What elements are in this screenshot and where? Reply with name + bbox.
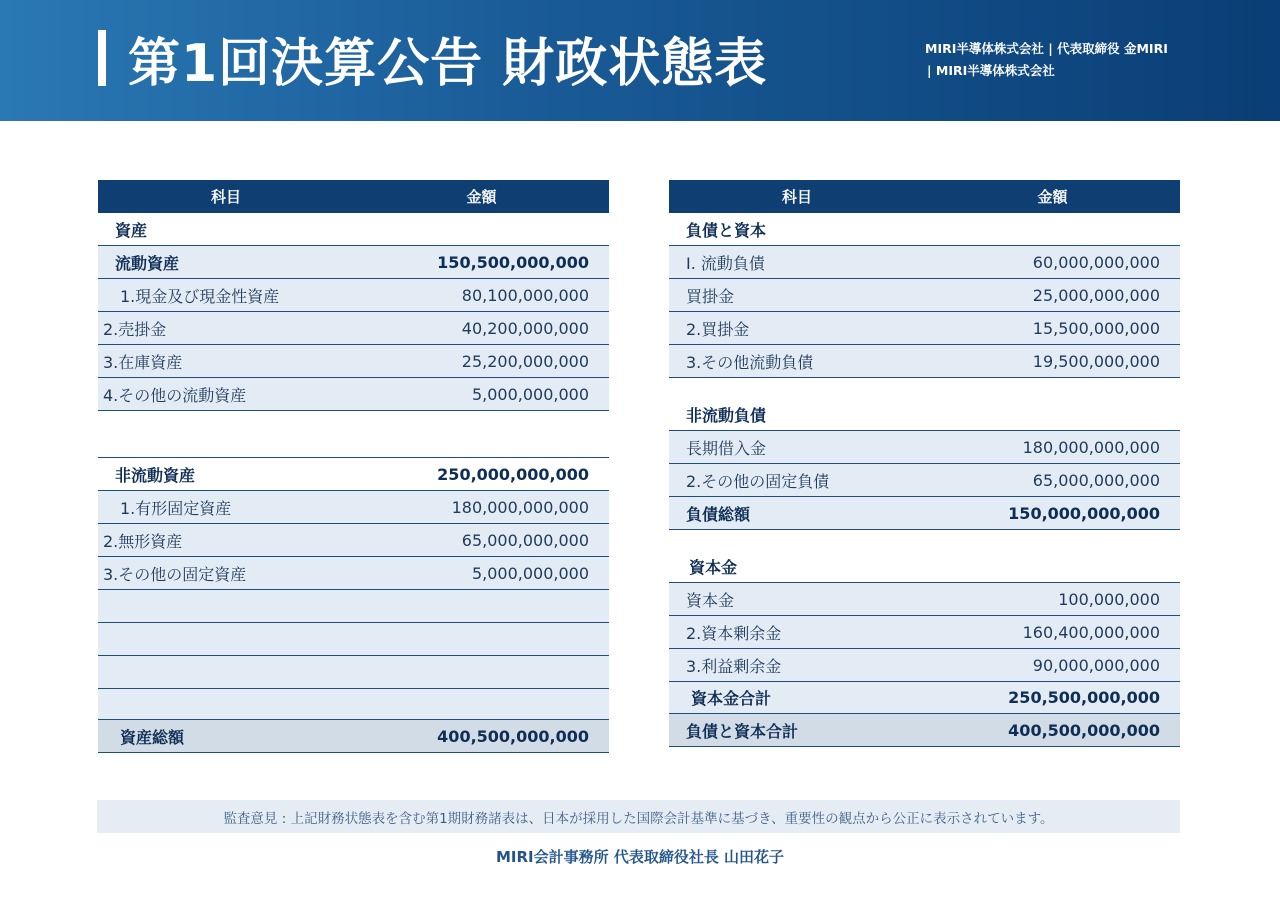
table-row bbox=[98, 312, 609, 345]
row-amount: 400,500,000,000 bbox=[1008, 720, 1160, 740]
row-label: 2.無形資産 bbox=[103, 531, 183, 551]
row-amount: 150,500,000,000 bbox=[437, 252, 589, 272]
row-label: 負債と資本合計 bbox=[686, 721, 799, 741]
row-label: 3.その他の固定資産 bbox=[103, 564, 247, 584]
audit-opinion: 監査意見 : 上記財務状態表を含む第1期財務諸表は、日本が採用した国際会計基準に基づき、重要性の観点から公正に表示されています。 bbox=[97, 800, 1180, 833]
assets-table bbox=[98, 180, 609, 753]
table-row bbox=[98, 457, 609, 491]
row-amount: 160,400,000,000 bbox=[1022, 622, 1160, 642]
row-amount: 19,500,000,000 bbox=[1032, 351, 1160, 371]
section-label: 資本金 bbox=[689, 557, 738, 577]
table-header bbox=[669, 180, 1180, 213]
company-info bbox=[925, 38, 1168, 82]
row-amount: 60,000,000,000 bbox=[1032, 252, 1160, 272]
row-amount: 250,000,000,000 bbox=[437, 464, 589, 484]
table-row bbox=[98, 345, 609, 378]
row-label: 1.現金及び現金性資産 bbox=[120, 286, 280, 306]
row-amount: 180,000,000,000 bbox=[1022, 437, 1160, 457]
header-item: 科目 bbox=[781, 188, 812, 206]
table-row bbox=[669, 345, 1180, 378]
section-row bbox=[669, 213, 1180, 246]
header-banner bbox=[0, 0, 1280, 121]
row-label: 4.その他の流動資産 bbox=[103, 385, 247, 405]
row-amount: 100,000,000 bbox=[1058, 589, 1160, 609]
spacer bbox=[669, 378, 1180, 398]
empty-row bbox=[98, 590, 609, 623]
table-row bbox=[669, 616, 1180, 649]
row-amount: 5,000,000,000 bbox=[471, 384, 589, 404]
row-label: 2.資本剰余金 bbox=[686, 623, 782, 643]
section-label: 負債と資本 bbox=[686, 220, 767, 240]
row-amount: 65,000,000,000 bbox=[1032, 470, 1160, 490]
row-amount: 40,200,000,000 bbox=[461, 318, 589, 338]
row-amount: 25,000,000,000 bbox=[1032, 285, 1160, 305]
total-row bbox=[669, 714, 1180, 747]
row-label: 負債総額 bbox=[686, 504, 751, 524]
row-label: 2.買掛金 bbox=[686, 319, 750, 339]
section-row bbox=[98, 213, 609, 245]
table-row bbox=[669, 649, 1180, 682]
header-amount: 金額 bbox=[466, 188, 497, 206]
row-amount: 25,200,000,000 bbox=[461, 351, 589, 371]
row-label: 資産総額 bbox=[120, 727, 185, 747]
table-row bbox=[669, 583, 1180, 616]
row-amount: 180,000,000,000 bbox=[451, 497, 589, 517]
row-amount: 5,000,000,000 bbox=[471, 563, 589, 583]
row-label: 非流動資産 bbox=[115, 465, 196, 485]
subtotal-row bbox=[669, 497, 1180, 530]
header-item: 科目 bbox=[210, 188, 241, 206]
table-row bbox=[98, 378, 609, 411]
row-label: 流動資産 bbox=[115, 253, 180, 273]
row-amount: 400,500,000,000 bbox=[437, 726, 589, 746]
table-row bbox=[98, 557, 609, 590]
table-row bbox=[98, 524, 609, 557]
section-label: 非流動負債 bbox=[686, 405, 767, 425]
row-label: 資本金合計 bbox=[691, 689, 772, 708]
table-row bbox=[98, 491, 609, 524]
row-amount: 90,000,000,000 bbox=[1032, 655, 1160, 675]
row-amount: 250,500,000,000 bbox=[1008, 688, 1160, 707]
auditor-signature: MIRI会計事務所 代表取締役社長 山田花子 bbox=[495, 848, 785, 866]
company-line-1: MIRI半導体株式会社 | 代表取締役 金MIRI bbox=[925, 41, 1168, 56]
row-amount: 65,000,000,000 bbox=[461, 530, 589, 550]
row-label: 長期借入金 bbox=[686, 438, 767, 458]
title-bar-decoration bbox=[98, 30, 106, 86]
table-row bbox=[669, 246, 1180, 279]
section-row bbox=[669, 398, 1180, 431]
section-label: 資産 bbox=[115, 220, 148, 240]
header-amount: 金額 bbox=[1037, 188, 1068, 206]
page-title bbox=[98, 22, 767, 94]
row-label: 2.売掛金 bbox=[103, 319, 167, 339]
table-row bbox=[669, 279, 1180, 312]
table-row bbox=[669, 312, 1180, 345]
row-label: 3.利益剰余金 bbox=[686, 656, 782, 676]
row-label: 1.有形固定資産 bbox=[120, 498, 232, 518]
row-label: 資本金 bbox=[686, 590, 735, 610]
section-row bbox=[669, 550, 1180, 583]
company-line-2: | MIRI半導体株式会社 bbox=[927, 63, 1055, 78]
row-label: 3.在庫資産 bbox=[103, 352, 183, 372]
table-row bbox=[98, 279, 609, 312]
table-row bbox=[669, 464, 1180, 497]
liabilities-table bbox=[669, 180, 1180, 747]
empty-row bbox=[98, 656, 609, 689]
spacer bbox=[98, 411, 609, 457]
total-row bbox=[98, 720, 609, 753]
table-header bbox=[98, 180, 609, 213]
spacer bbox=[669, 530, 1180, 550]
table-row bbox=[98, 245, 609, 279]
row-label: I. 流動負債 bbox=[686, 253, 765, 273]
row-amount: 15,500,000,000 bbox=[1032, 318, 1160, 338]
row-label: 買掛金 bbox=[686, 286, 735, 306]
row-amount: 150,000,000,000 bbox=[1008, 503, 1160, 523]
row-amount: 80,100,000,000 bbox=[461, 285, 589, 305]
empty-row bbox=[98, 689, 609, 720]
page-title-text: 第1回決算公告 財政状態表 bbox=[128, 33, 768, 94]
subtotal-row bbox=[669, 682, 1180, 714]
table-row bbox=[669, 431, 1180, 464]
row-label: 3.その他流動負債 bbox=[686, 352, 814, 372]
empty-row bbox=[98, 623, 609, 656]
row-label: 2.その他の固定負債 bbox=[686, 471, 830, 491]
